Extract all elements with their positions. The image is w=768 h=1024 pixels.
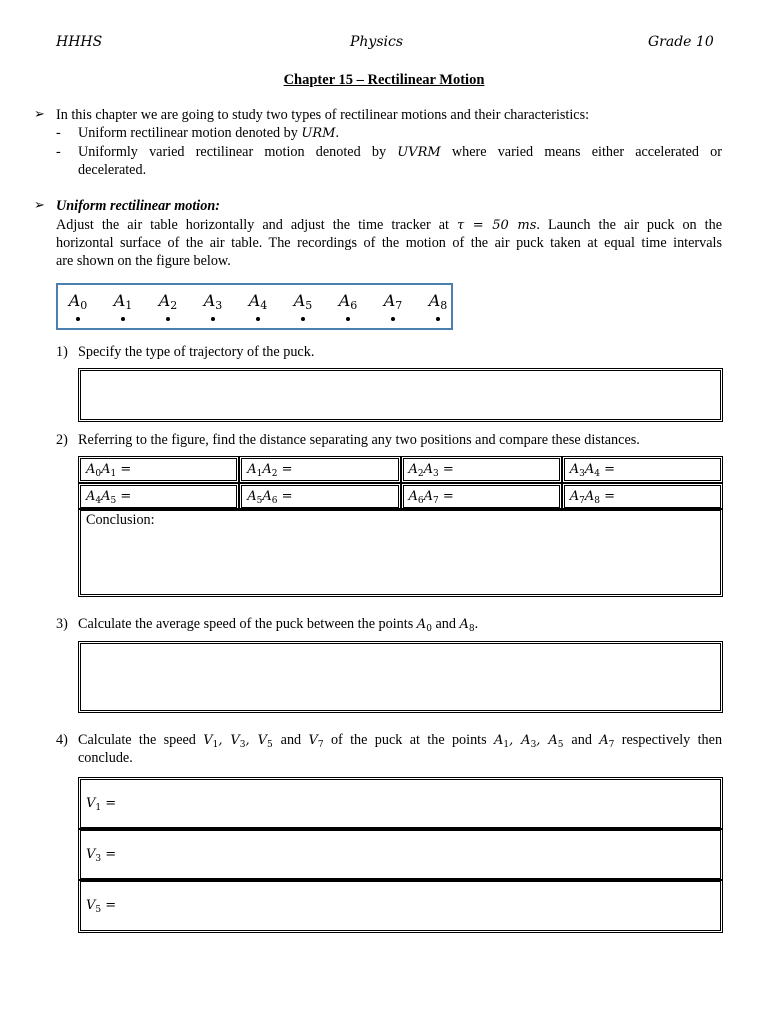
dash-bullet: - [56, 144, 61, 160]
point-label: $A_4$ [248, 291, 268, 312]
speed-label: $V_5$ = [86, 898, 117, 915]
question-4-number: 4) [56, 732, 68, 748]
puck-dot [211, 317, 215, 321]
question-1-text: Specify the type of trajectory of the puck. [78, 344, 315, 360]
speed-box-v3[interactable] [78, 828, 723, 881]
position-point-2 [148, 291, 188, 321]
answer-box-1[interactable] [78, 368, 723, 422]
distance-cell[interactable]: $A_4A_5$ = [78, 483, 239, 510]
answer-box-3[interactable] [78, 641, 723, 713]
question-2-text: Referring to the figure, find the distance separating any two positions and compare these distances. [78, 432, 640, 448]
puck-dot [121, 317, 125, 321]
intro-text: In this chapter we are going to study two types of rectilinear motions and their characteristics: [56, 107, 590, 123]
puck-dot [391, 317, 395, 321]
point-label: $A_6$ [338, 291, 358, 312]
intro-item-1: Uniform rectilinear motion denoted by URM. [78, 125, 340, 141]
point-label: $A_3$ [203, 291, 223, 312]
section-paragraph-line1: Adjust the air table horizontally and adjust the time tracker at τ = 50 ms. Launch the air puck on the [56, 217, 722, 233]
position-point-0 [58, 291, 98, 321]
point-label: $A_2$ [158, 291, 178, 312]
puck-dot [346, 317, 350, 321]
arrow-bullet-icon: ➢ [34, 197, 45, 212]
section-paragraph-line3: are shown on the figure below. [56, 253, 231, 269]
header-school: HHHS [56, 34, 103, 50]
distance-cell[interactable]: $A_6A_7$ = [401, 483, 562, 510]
speed-box-v1[interactable] [78, 777, 723, 830]
speed-label: $V_3$ = [86, 847, 117, 864]
question-3-text: Calculate the average speed of the puck between the points $A_0$ and $A_8$. [78, 616, 479, 634]
question-1-number: 1) [56, 344, 68, 360]
question-4-text: Calculate the speed $V_1$, $V_3$, $V_5$ and $V_7$ of the puck at the points $A_1$, $A_3$, $A_5$ and $A_7$ respectively then [78, 732, 723, 750]
puck-dot [256, 317, 260, 321]
distance-cell[interactable]: $A_5A_6$ = [239, 483, 400, 510]
position-point-7 [373, 291, 413, 321]
distance-table [78, 456, 723, 510]
distance-cell[interactable]: $A_3A_4$ = [562, 456, 723, 483]
intro-item-2: Uniformly varied rectilinear motion denoted by UVRM where varied means either accelerated or [78, 144, 722, 160]
point-label: $A_5$ [293, 291, 313, 312]
point-label: $A_0$ [68, 291, 88, 312]
puck-dot [76, 317, 80, 321]
distance-cell[interactable]: $A_0A_1$ = [78, 456, 239, 483]
point-label: $A_8$ [428, 291, 448, 312]
conclusion-label: Conclusion: [86, 512, 155, 528]
puck-recording-figure [56, 283, 453, 330]
question-4-line2: conclude. [78, 750, 133, 766]
section-heading: Uniform rectilinear motion: [56, 198, 220, 214]
distance-cell[interactable]: $A_2A_3$ = [401, 456, 562, 483]
position-point-6 [328, 291, 368, 321]
header-grade: Grade 10 [648, 34, 714, 50]
conclusion-box[interactable] [78, 508, 723, 597]
intro-item-2-line2: decelerated. [78, 162, 147, 178]
point-label: $A_1$ [113, 291, 133, 312]
speed-box-v5[interactable] [78, 879, 723, 933]
puck-dot [166, 317, 170, 321]
puck-dot [301, 317, 305, 321]
arrow-bullet-icon: ➢ [34, 106, 45, 121]
position-point-4 [238, 291, 278, 321]
speed-label: $V_1$ = [86, 796, 117, 813]
header-subject: Physics [350, 34, 404, 50]
position-point-1 [103, 291, 143, 321]
dash-bullet: - [56, 125, 61, 141]
point-label: $A_7$ [383, 291, 403, 312]
distance-cell[interactable]: $A_7A_8$ = [562, 483, 723, 510]
position-point-5 [283, 291, 323, 321]
question-2-number: 2) [56, 432, 68, 448]
position-point-3 [193, 291, 233, 321]
puck-dot [436, 317, 440, 321]
chapter-title: Chapter 15 – Rectilinear Motion [283, 72, 485, 88]
question-3-number: 3) [56, 616, 68, 632]
position-point-8 [418, 291, 458, 321]
section-paragraph-line2: horizontal surface of the air table. The recordings of the motion of the air puck taken at equal time intervals [56, 235, 722, 251]
distance-cell[interactable]: $A_1A_2$ = [239, 456, 400, 483]
